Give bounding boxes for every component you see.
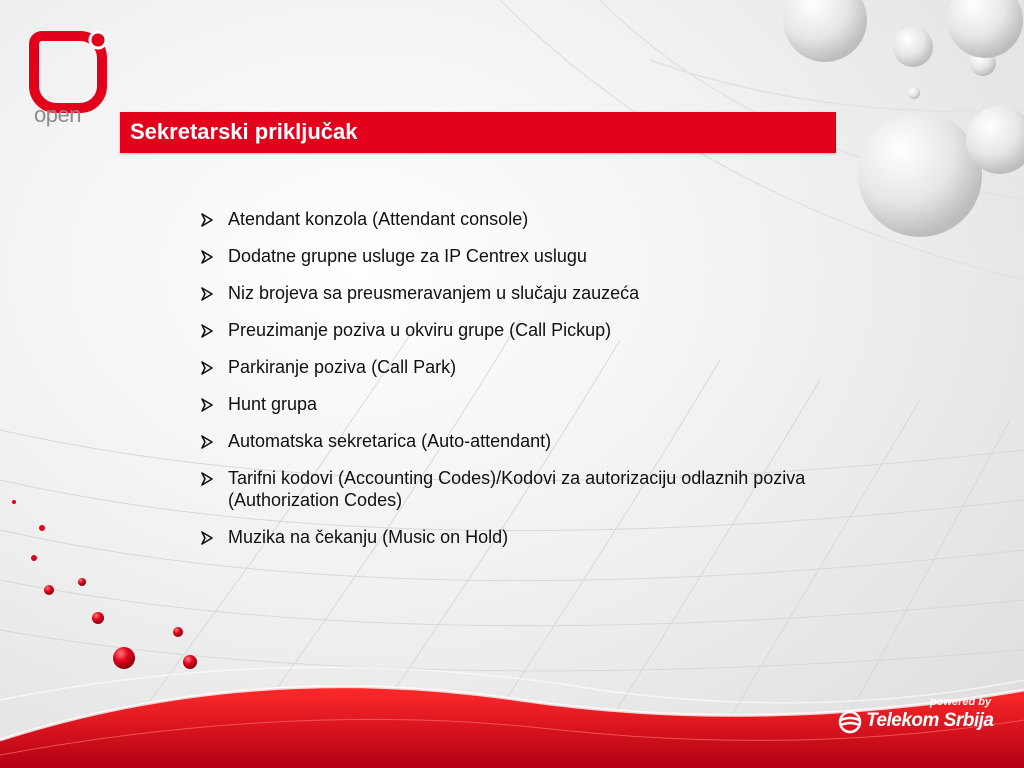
powered-by-label: powered by [930,696,992,708]
bullet-list [200,208,820,563]
list-item [200,356,820,378]
list-item-text: Muzika na čekanju (Music on Hold) [228,527,509,547]
slide-title-bar [120,112,836,153]
arrow-bullet-icon [200,287,214,301]
list-item [200,282,820,304]
list-item-text: Dodatne grupne usluge za IP Centrex uslugu [228,246,587,266]
list-item [200,208,820,230]
arrow-bullet-icon [200,213,214,227]
arrow-bullet-icon [200,435,214,449]
list-item [200,393,820,415]
list-item-text: Hunt grupa [228,394,318,414]
slide-title: Sekretarski priključak [130,119,358,144]
list-item-text: Tarifni kodovi (Accounting Codes)/Kodovi za autorizaciju odlaznih poziva (Authorization Codes) [228,468,806,510]
list-item-text: Automatska sekretarica (Auto-attendant) [228,431,552,451]
list-item [200,319,820,341]
list-item [200,526,820,548]
list-item [200,467,820,511]
telekom-logo-icon [838,710,862,734]
list-item-text: Niz brojeva sa preusmeravanjem u slučaju zauzeća [228,283,640,303]
arrow-bullet-icon [200,250,214,264]
arrow-bullet-icon [200,398,214,412]
logo-text: open [34,102,81,127]
arrow-bullet-icon [200,324,214,338]
list-item-text: Atendant konzola (Attendant console) [228,209,529,229]
arrow-bullet-icon [200,472,214,486]
list-item-text: Preuzimanje poziva u okviru grupe (Call Pickup) [228,320,612,340]
list-item [200,430,820,452]
arrow-bullet-icon [200,361,214,375]
list-item [200,245,820,267]
list-item-text: Parkiranje poziva (Call Park) [228,357,457,377]
brand-name: Telekom Srbija [866,710,994,731]
arrow-bullet-icon [200,531,214,545]
